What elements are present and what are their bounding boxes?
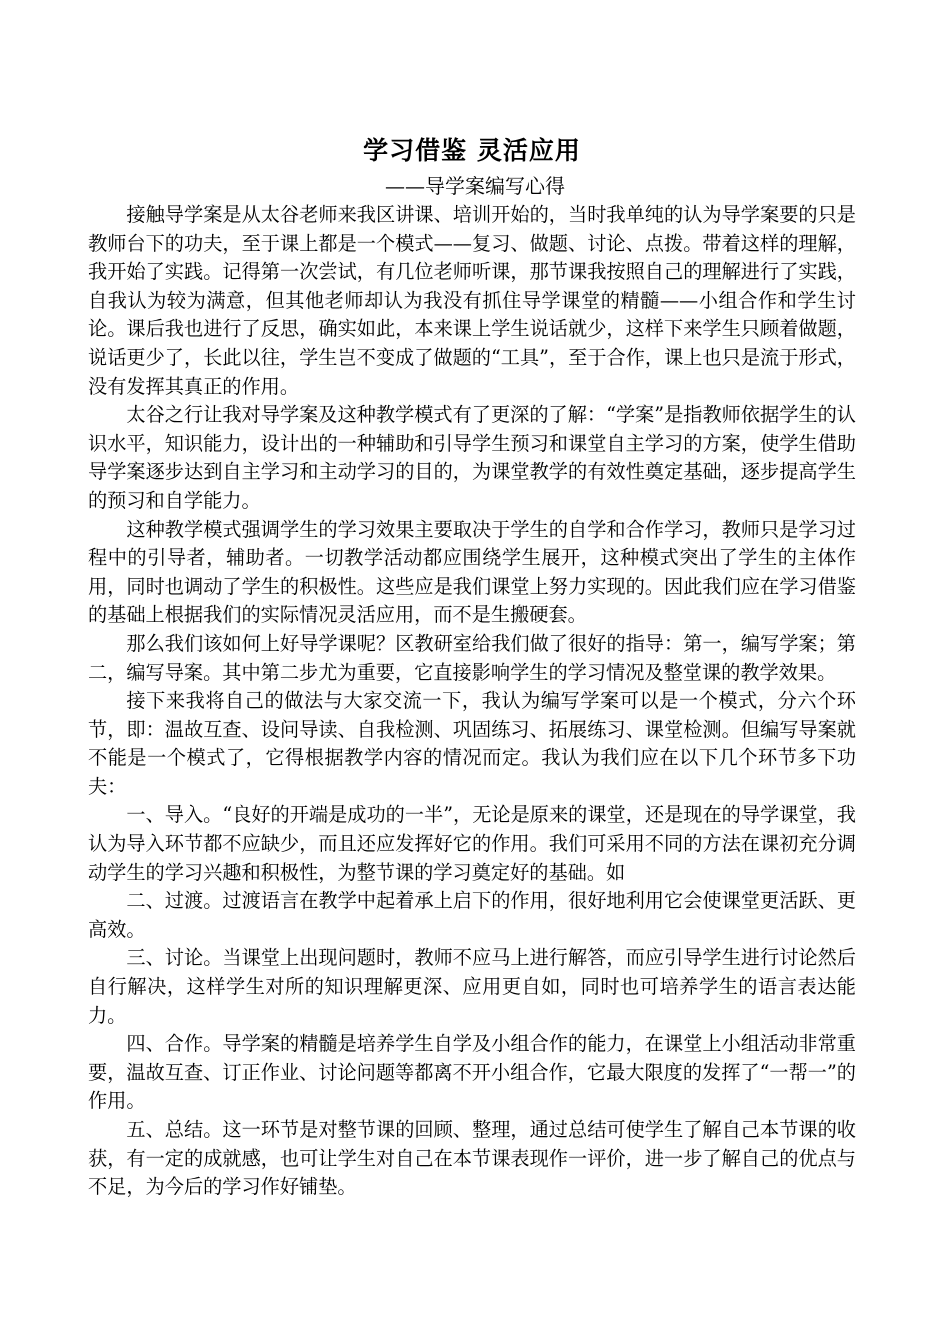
document-title: 学习借鉴 灵活应用 — [363, 136, 581, 165]
document-subtitle: ——导学案编写心得 — [385, 174, 565, 198]
document-body — [88, 201, 856, 1202]
paragraph-teaching-model: 这种教学模式强调学生的学习效果主要取决于学生的自学和合作学习，教师只是学习过程中的引导者，辅助者。一切教学活动都应围绕学生展开，这种模式突出了学生的主体作用，同时也调动了学生的积极性。这些应是我们课堂上努力实现的。因此我们应在学习借鉴的基础上根据我们的实际情况灵活应用，而不是生搬硬套。 — [88, 517, 856, 627]
paragraph-step-summary: 五、总结。这一环节是对整节课的回顾、整理，通过总结可使学生了解自己本节课的收获，有一定的成就感，也可让学生对自己在本节课表现作一评价，进一步了解自己的优点与不足，为今后的学习作好铺垫。 — [88, 1118, 856, 1199]
paragraph-how-to-teach: 那么我们该如何上好导学课呢？区教研室给我们做了很好的指导：第一，编写学案；第二，编写导案。其中第二步尤为重要，它直接影响学生的学习情况及整堂课的教学效果。 — [88, 631, 856, 684]
document-page — [88, 133, 856, 1202]
paragraph-step-transition: 二、过渡。过渡语言在教学中起着承上启下的作用，很好地利用它会使课堂更活跃、更高效。 — [88, 889, 856, 941]
paragraph-taigu-visit: 太谷之行让我对导学案及这种教学模式有了更深的了解：“学案”是指教师依据学生的认识水平，知识能力，设计出的一种辅助和引导学生预习和课堂自主学习的方案，使学生借助导学案逐步达到自主学习和主动学习的目的，为课堂教学的有效性奠定基础，逐步提高学生的预习和自学能力。 — [88, 403, 856, 512]
paragraph-step-discussion: 三、讨论。当课堂上出现问题时，教师不应马上进行解答，而应引导学生进行讨论然后自行解决，这样学生对所的知识理解更深、应用更自如，同时也可培养学生的语言表达能力。 — [88, 946, 856, 1027]
paragraph-intro: 接触导学案是从太谷老师来我区讲课、培训开始的，当时我单纯的认为导学案要的只是教师台下的功夫，至于课上都是一个模式——复习、做题、讨论、点拨。带着这样的理解，我开始了实践。记得第一次尝试，有几位老师听课，那节课我按照自己的理解进行了实践，自我认为较为满意，但其他老师却认为我没有抓住导学课堂的精髓——小组合作和学生讨论。课后我也进行了反思，确实如此，本来课上学生说话就少，这样下来学生只顾着做题，说话更少了，长此以往，学生岂不变成了做题的“工具”，至于合作，课上也只是流于形式，没有发挥其真正的作用。 — [88, 203, 856, 398]
paragraph-my-approach: 接下来我将自己的做法与大家交流一下，我认为编写学案可以是一个模式，分六个环节，即：温故互查、设问导读、自我检测、巩固练习、拓展练习、课堂检测。但编写导案就不能是一个模式了，它得根据教学内容的情况而定。我认为我们应在以下几个环节多下功夫： — [88, 689, 856, 798]
paragraph-step-cooperation: 四、合作。导学案的精髓是培养学生自学及小组合作的能力，在课堂上小组活动非常重要，温故互查、订正作业、讨论问题等都离不开小组合作，它最大限度的发挥了“一帮一”的作用。 — [88, 1032, 856, 1113]
paragraph-step-intro: 一、导入。“良好的开端是成功的一半”，无论是原来的课堂，还是现在的导学课堂，我认为导入环节都不应缺少，而且还应发挥好它的作用。我们可采用不同的方法在课初充分调动学生的学习兴趣和积极性，为整节课的学习奠定好的基础。如 — [88, 803, 856, 884]
